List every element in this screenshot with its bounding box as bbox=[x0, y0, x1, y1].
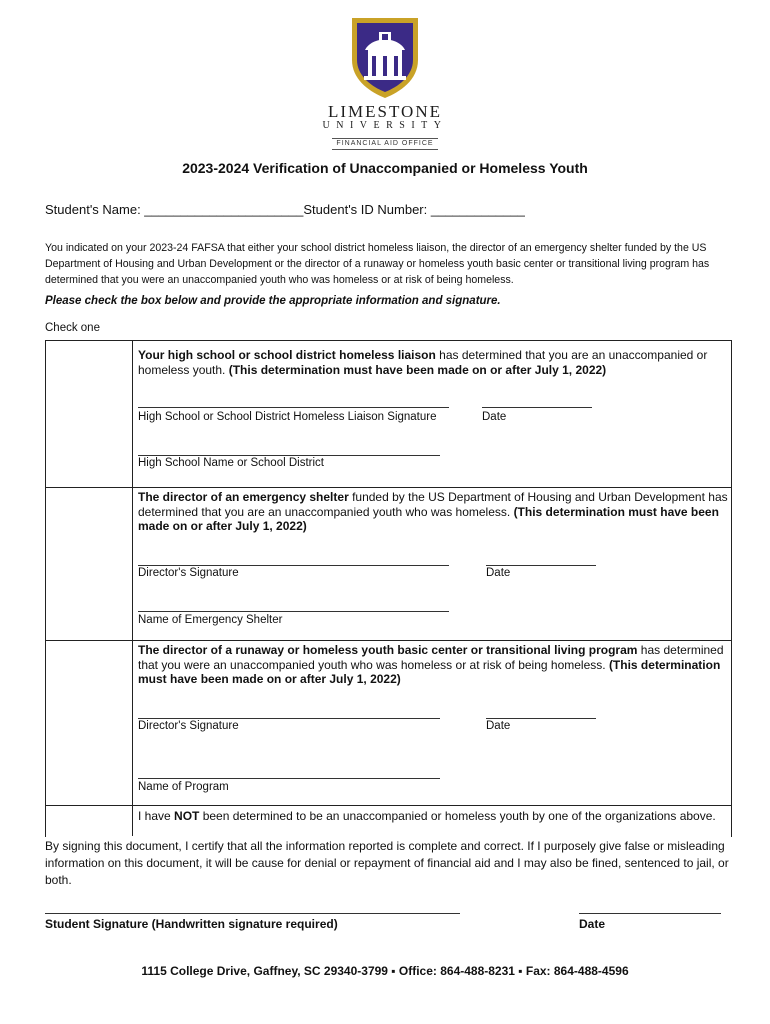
option-1-checkbox[interactable] bbox=[45, 341, 132, 487]
option-2-text: The director of an emergency shelter funded by the US Department of Housing and Urban Development has determined that you are an unaccompanied youth who was homeless. (This determination must have been made on or after July 1, 2022) bbox=[138, 490, 728, 534]
shield-crest-icon bbox=[348, 14, 422, 100]
student-date-label: Date bbox=[579, 917, 606, 931]
row-divider bbox=[45, 805, 732, 806]
liaison-date-label: Date bbox=[482, 411, 507, 423]
program-date-label: Date bbox=[486, 720, 511, 732]
instruction-text: Please check the box below and provide the appropriate information and signature. bbox=[45, 295, 501, 307]
logo-name: LIMESTONE bbox=[327, 102, 442, 121]
option-4-text: I have NOT been determined to be an unaccompanied or homeless youth by one of the organizations above. bbox=[138, 809, 716, 823]
program-name-label: Name of Program bbox=[138, 781, 229, 793]
student-id-line bbox=[45, 202, 525, 217]
shelter-name-label: Name of Emergency Shelter bbox=[138, 614, 283, 626]
shelter-director-signature-label: Director's Signature bbox=[138, 567, 239, 579]
option-2-checkbox[interactable] bbox=[45, 488, 132, 640]
program-name-line[interactable] bbox=[138, 778, 440, 779]
student-id-field[interactable]: Student's ID Number: _____________ bbox=[303, 202, 525, 217]
student-signature-label: Student Signature (Handwritten signature required) bbox=[45, 917, 338, 931]
option-4-checkbox[interactable] bbox=[45, 806, 132, 836]
liaison-signature-label: High School or School District Homeless Liaison Signature bbox=[138, 411, 437, 423]
intro-paragraph: You indicated on your 2023-24 FAFSA that either your school district homeless liaison, the director of an emergency shelter funded by the US Department of Housing and Urban Development or the director of a runaway or homeless youth basic center or transitional living program has determined that you were an unaccompanied youth who was homeless or at risk of being homeless. bbox=[45, 242, 710, 286]
program-director-signature-line[interactable] bbox=[138, 718, 440, 719]
student-signature-line[interactable] bbox=[45, 913, 460, 914]
shelter-name-line[interactable] bbox=[138, 611, 449, 612]
option-1-text: Your high school or school district homeless liaison has determined that you are an unaccompanied or homeless youth. (This determination must have been made on or after July 1, 2022) bbox=[138, 348, 708, 377]
page-title: 2023-2024 Verification of Unaccompanied or Homeless Youth bbox=[182, 160, 588, 176]
school-name-label: High School Name or School District bbox=[138, 457, 324, 469]
option-3-text: The director of a runaway or homeless youth basic center or transitional living program has determined that you were an unaccompanied youth who was homeless or at risk of being homeless. (This determination must have been made on or after July 1, 2022) bbox=[138, 643, 724, 687]
option-3-checkbox[interactable] bbox=[45, 641, 132, 805]
student-name-field[interactable]: Student's Name: ______________________ bbox=[45, 202, 304, 217]
footer-contact: 1115 College Drive, Gaffney, SC 29340-3799 ▪ Office: 864-488-8231 ▪ Fax: 864-488-4596 bbox=[141, 964, 629, 978]
certification-paragraph: By signing this document, I certify that all the information reported is complete and correct. If I purposely give false or misleading information on this document, it will be cause for denial or repayment of financial aid and I may also be fined, sentenced to jail, or both. bbox=[45, 839, 729, 887]
check-one-label: Check one bbox=[45, 322, 100, 334]
logo-subtitle: UNIVERSITY bbox=[322, 120, 448, 131]
logo-office: FINANCIAL AID OFFICE bbox=[332, 138, 438, 150]
row-divider bbox=[45, 640, 732, 641]
school-name-line[interactable] bbox=[138, 455, 440, 456]
shelter-date-line[interactable] bbox=[486, 565, 596, 566]
table-column-divider bbox=[132, 340, 133, 836]
program-date-line[interactable] bbox=[486, 718, 596, 719]
shelter-date-label: Date bbox=[486, 567, 511, 579]
row-divider bbox=[45, 487, 732, 488]
shelter-director-signature-line[interactable] bbox=[138, 565, 449, 566]
liaison-date-line[interactable] bbox=[482, 407, 592, 408]
program-director-signature-label: Director's Signature bbox=[138, 720, 239, 732]
student-date-line[interactable] bbox=[579, 913, 721, 914]
liaison-signature-line[interactable] bbox=[138, 407, 449, 408]
